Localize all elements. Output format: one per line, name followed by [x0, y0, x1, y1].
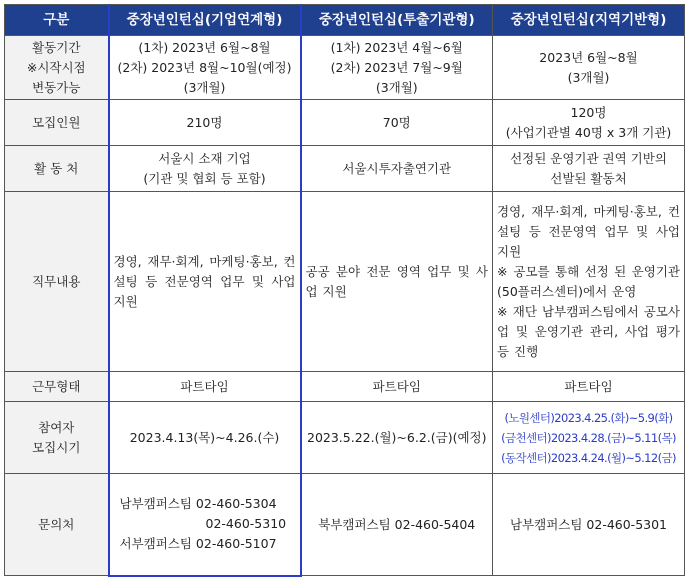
- place-corporate: 서울시 소재 기업 (기관 및 협회 등 포함): [109, 146, 301, 192]
- period-regional: 2023년 6월~8월 (3개월): [493, 36, 685, 100]
- apply-regional: [493, 402, 685, 474]
- row-worktype: [5, 372, 685, 402]
- label-recruit: 모집인원: [5, 100, 109, 146]
- duty-corporate: 경영, 재무·회계, 마케팅·홍보, 컨설팅 등 전문영역 업무 및 사업 지원: [109, 192, 301, 372]
- row-period: [5, 36, 685, 100]
- header-category: 구분: [5, 5, 109, 36]
- contact-regional: 남부캠퍼스팀 02-460-5301: [493, 474, 685, 576]
- apply-nowon: (노원센터)2023.4.25.(화)~5.9(화): [504, 410, 673, 425]
- header-row: [5, 5, 685, 36]
- label-apply: 참여자 모집시기: [5, 402, 109, 474]
- label-contact: 문의처: [5, 474, 109, 576]
- header-institution-type: 중장년인턴십(투출기관형): [301, 5, 493, 36]
- worktype-institution: 파트타임: [301, 372, 493, 402]
- label-worktype: 근무형태: [5, 372, 109, 402]
- row-contact: [5, 474, 685, 576]
- row-recruit: [5, 100, 685, 146]
- header-corporate-type: 중장년인턴십(기업연계형): [109, 5, 301, 36]
- recruit-regional: 120명 (사업기관별 40명 x 3개 기관): [493, 100, 685, 146]
- recruit-institution: 70명: [301, 100, 493, 146]
- row-duty: [5, 192, 685, 372]
- row-apply: [5, 402, 685, 474]
- apply-dongjak: (동작센터)2023.4.24.(월)~5.12(금): [501, 450, 676, 465]
- header-regional-type: 중장년인턴십(지역기반형): [493, 5, 685, 36]
- internship-comparison-table: [4, 4, 685, 577]
- worktype-regional: 파트타임: [493, 372, 685, 402]
- recruit-corporate: 210명: [109, 100, 301, 146]
- place-regional: 선정된 운영기관 권역 기반의 선발된 활동처: [493, 146, 685, 192]
- label-place: 활 동 처: [5, 146, 109, 192]
- label-period: 활동기간 ※시작시점 변동가능: [5, 36, 109, 100]
- apply-geumcheon: (금천센터)2023.4.28.(금)~5.11(목): [501, 430, 676, 445]
- contact-corporate: 남부캠퍼스팀 02-460-5304 02-460-5310 서부캠퍼스팀 02-460-5107: [109, 474, 301, 576]
- period-institution: (1차) 2023년 4월~6월 (2차) 2023년 7월~9월 (3개월): [301, 36, 493, 100]
- duty-regional: 경영, 재무·회계, 마케팅·홍보, 컨설팅 등 전문영역 업무 및 사업 지원 ※ 공모를 통해 선정 된 운영기관(50플러스센터)에서 운영 ※ 재단 남부캠퍼스팀에서 공모사업 및 운영기관 관리, 사업 평가 등 진행: [493, 192, 685, 372]
- apply-corporate: 2023.4.13(목)~4.26.(수): [109, 402, 301, 474]
- worktype-corporate: 파트타임: [109, 372, 301, 402]
- label-duty: 직무내용: [5, 192, 109, 372]
- apply-institution: 2023.5.22.(월)~6.2.(금)(예정): [301, 402, 493, 474]
- contact-institution: 북부캠퍼스팀 02-460-5404: [301, 474, 493, 576]
- duty-institution: 공공 분야 전문 영역 업무 및 사업 지원: [301, 192, 493, 372]
- place-institution: 서울시투자출연기관: [301, 146, 493, 192]
- row-place: [5, 146, 685, 192]
- period-corporate: (1차) 2023년 6월~8월 (2차) 2023년 8월~10월(예정) (3개월): [109, 36, 301, 100]
